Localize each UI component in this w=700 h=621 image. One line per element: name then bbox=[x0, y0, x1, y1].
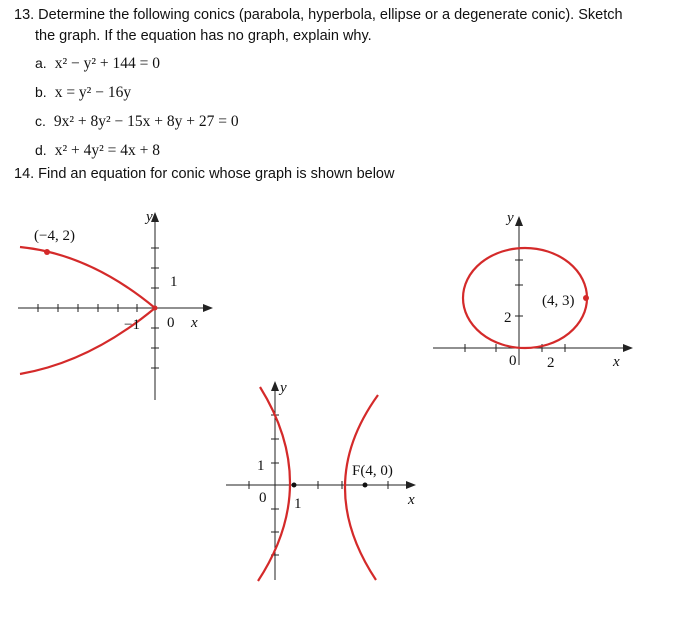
hyperbola-left-branch bbox=[258, 387, 290, 581]
parabola-origin: 0 bbox=[167, 315, 175, 331]
item-letter: d. bbox=[35, 142, 47, 158]
q14-text: 14. Find an equation for conic whose graph is shown below bbox=[14, 166, 395, 182]
hyperbola-vertex-dot bbox=[292, 483, 297, 488]
hyperbola-y-arrow bbox=[271, 381, 279, 391]
parabola-tick-neg1: −1 bbox=[124, 317, 140, 333]
item-equation: x² − y² + 144 = 0 bbox=[54, 55, 160, 72]
hyperbola-svg bbox=[218, 375, 433, 585]
parabola-curve bbox=[20, 247, 155, 374]
item-letter: b. bbox=[35, 84, 47, 100]
item-letter: a. bbox=[35, 55, 47, 71]
item-equation: 9x² + 8y² − 15x + 8y + 27 = 0 bbox=[53, 113, 239, 130]
item-letter: c. bbox=[35, 113, 46, 129]
parabola-tick-1: 1 bbox=[170, 274, 178, 290]
item-equation: x = y² − 16y bbox=[54, 84, 132, 101]
ellipse-origin: 0 bbox=[509, 353, 517, 369]
hyperbola-focus-dot bbox=[363, 483, 368, 488]
ellipse-x-label: x bbox=[613, 354, 620, 370]
hyperbola-y-label: y bbox=[280, 380, 287, 396]
ellipse-svg bbox=[425, 200, 695, 390]
hyperbola-tick-1x: 1 bbox=[294, 496, 302, 512]
ellipse-tick-2x: 2 bbox=[547, 355, 555, 371]
hyperbola-graph bbox=[218, 375, 433, 585]
hyperbola-x-arrow bbox=[406, 481, 416, 489]
parabola-vertex-dot bbox=[153, 306, 158, 311]
parabola-y-label: y bbox=[146, 209, 153, 225]
q13-item-b bbox=[35, 82, 131, 103]
hyperbola-x-label: x bbox=[408, 492, 415, 508]
ellipse-graph bbox=[425, 200, 695, 390]
ellipse-point-label: (4, 3) bbox=[542, 293, 575, 309]
parabola-x-arrow bbox=[203, 304, 213, 312]
q13-item-a bbox=[35, 53, 160, 74]
q13-line2: the graph. If the equation has no graph, explain why. bbox=[35, 28, 372, 44]
parabola-x-label: x bbox=[191, 315, 198, 331]
hyperbola-origin: 0 bbox=[259, 490, 267, 506]
item-equation: x² + 4y² = 4x + 8 bbox=[54, 142, 160, 159]
ellipse-point-dot bbox=[583, 295, 589, 301]
ellipse-tick-2y: 2 bbox=[504, 310, 512, 326]
q13-item-c bbox=[35, 111, 239, 132]
parabola-graph bbox=[0, 200, 230, 410]
parabola-point-label: (−4, 2) bbox=[34, 228, 75, 244]
ellipse-x-arrow bbox=[623, 344, 633, 352]
hyperbola-focus-label: F(4, 0) bbox=[352, 463, 393, 479]
q13-line1: 13. Determine the following conics (parabola, hyperbola, ellipse or a degenerate conic). Sketch bbox=[14, 7, 623, 23]
ellipse-y-arrow bbox=[515, 216, 523, 226]
parabola-point-dot bbox=[44, 249, 50, 255]
ellipse-y-label: y bbox=[507, 210, 514, 226]
hyperbola-right-branch bbox=[345, 395, 378, 580]
hyperbola-tick-1y: 1 bbox=[257, 458, 265, 474]
q13-item-d bbox=[35, 140, 160, 161]
parabola-svg bbox=[0, 200, 230, 410]
